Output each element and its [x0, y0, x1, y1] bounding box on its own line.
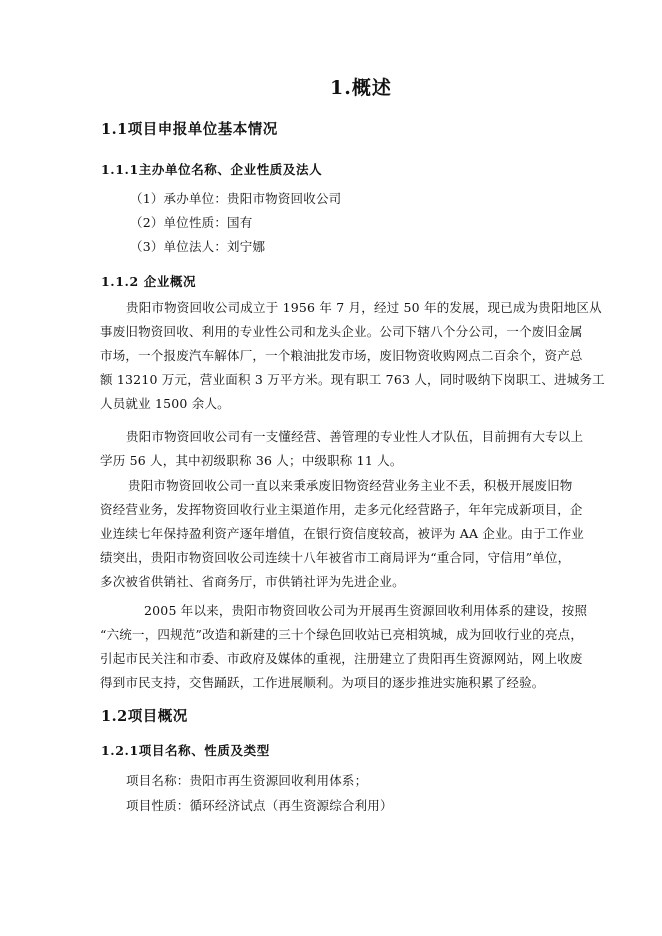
subsection-heading-1-1-1: 1.1.1主办单位名称、企业性质及法人	[101, 162, 323, 177]
paragraph-line: 贵阳市物资回收公司有一支懂经营、善管理的专业性人才队伍，目前拥有大专以上	[126, 429, 584, 444]
paragraph-company-overview	[100, 296, 616, 416]
paragraph-line: 学历 56 人，其中初级职称 36 人；中级职称 11 人。	[100, 453, 403, 468]
list-item: （1）承办单位：贵阳市物资回收公司	[130, 191, 342, 206]
paragraph-line: 绩突出，贵阳市物资回收公司连续十八年被省市工商局评为“重合同，守信用”单位，	[100, 550, 571, 565]
paragraph-line: 市场，一个报废汽车解体厂，一个粮油批发市场，废旧物资收购网点二百余个，资产总	[100, 348, 583, 363]
project-nature-line: 项目性质：循环经济试点（再生资源综合利用）	[126, 798, 393, 813]
paragraph-line: 贵阳市物资回收公司成立于 1956 年 7 月，经过 50 年的发展，现已成为贵阳地区从	[126, 300, 602, 315]
list-item: （3）单位法人：刘宁娜	[130, 239, 266, 254]
paragraph-line: 引起市民关注和市委、市政府及媒体的重视，注册建立了贵阳再生资源网站，网上收废	[100, 651, 583, 666]
paragraph-line: 业连续七年保持盈利资产逐年增值，在银行资信度较高，被评为 AA 企业。由于工作业	[100, 526, 585, 541]
section-heading-1-1: 1.1项目申报单位基本情况	[101, 121, 278, 138]
paragraph-recycling-system	[100, 599, 616, 695]
subsection-heading-1-1-2: 1.1.2 企业概况	[101, 274, 197, 289]
paragraph-line: 额 13210 万元，营业面积 3 万平方米。现有职工 763 人，同时吸纳下岗职工、进城务工	[100, 372, 605, 387]
list-item: （2）单位性质：国有	[130, 215, 253, 230]
paragraph-talent	[100, 425, 616, 473]
subsection-heading-1-2-1: 1.2.1项目名称、性质及类型	[101, 743, 270, 758]
project-name-line: 项目名称：贵阳市再生资源回收利用体系；	[126, 773, 368, 788]
paragraph-line: 贵阳市物资回收公司一直以来秉承废旧物资经营业务主业不丢，积极开展废旧物	[128, 478, 573, 493]
paragraph-line: 得到市民支持，交售踊跃，工作进展顺利。为项目的逐步推进实施积累了经验。	[100, 675, 545, 690]
paragraph-business	[100, 474, 616, 594]
paragraph-line: 2005 年以来，贵阳市物资回收公司为开展再生资源回收利用体系的建设，按照	[144, 603, 588, 618]
section-heading-1-2: 1.2项目概况	[101, 708, 188, 725]
paragraph-line: 人员就业 1500 余人。	[100, 396, 230, 411]
paragraph-line: 资经营业务，发挥物资回收行业主渠道作用，走多元化经营路子，年年完成新项目，企	[100, 502, 583, 517]
paragraph-line: 多次被省供销社、省商务厅，市供销社评为先进企业。	[100, 574, 405, 589]
page-title: 1.概述	[330, 77, 392, 99]
paragraph-line: “六统一，四规范”改造和新建的三十个绿色回收站已亮相筑城，成为回收行业的亮点，	[100, 627, 584, 642]
paragraph-line: 事废旧物资回收、利用的专业性公司和龙头企业。公司下辖八个分公司，一个废旧金属	[100, 324, 583, 339]
